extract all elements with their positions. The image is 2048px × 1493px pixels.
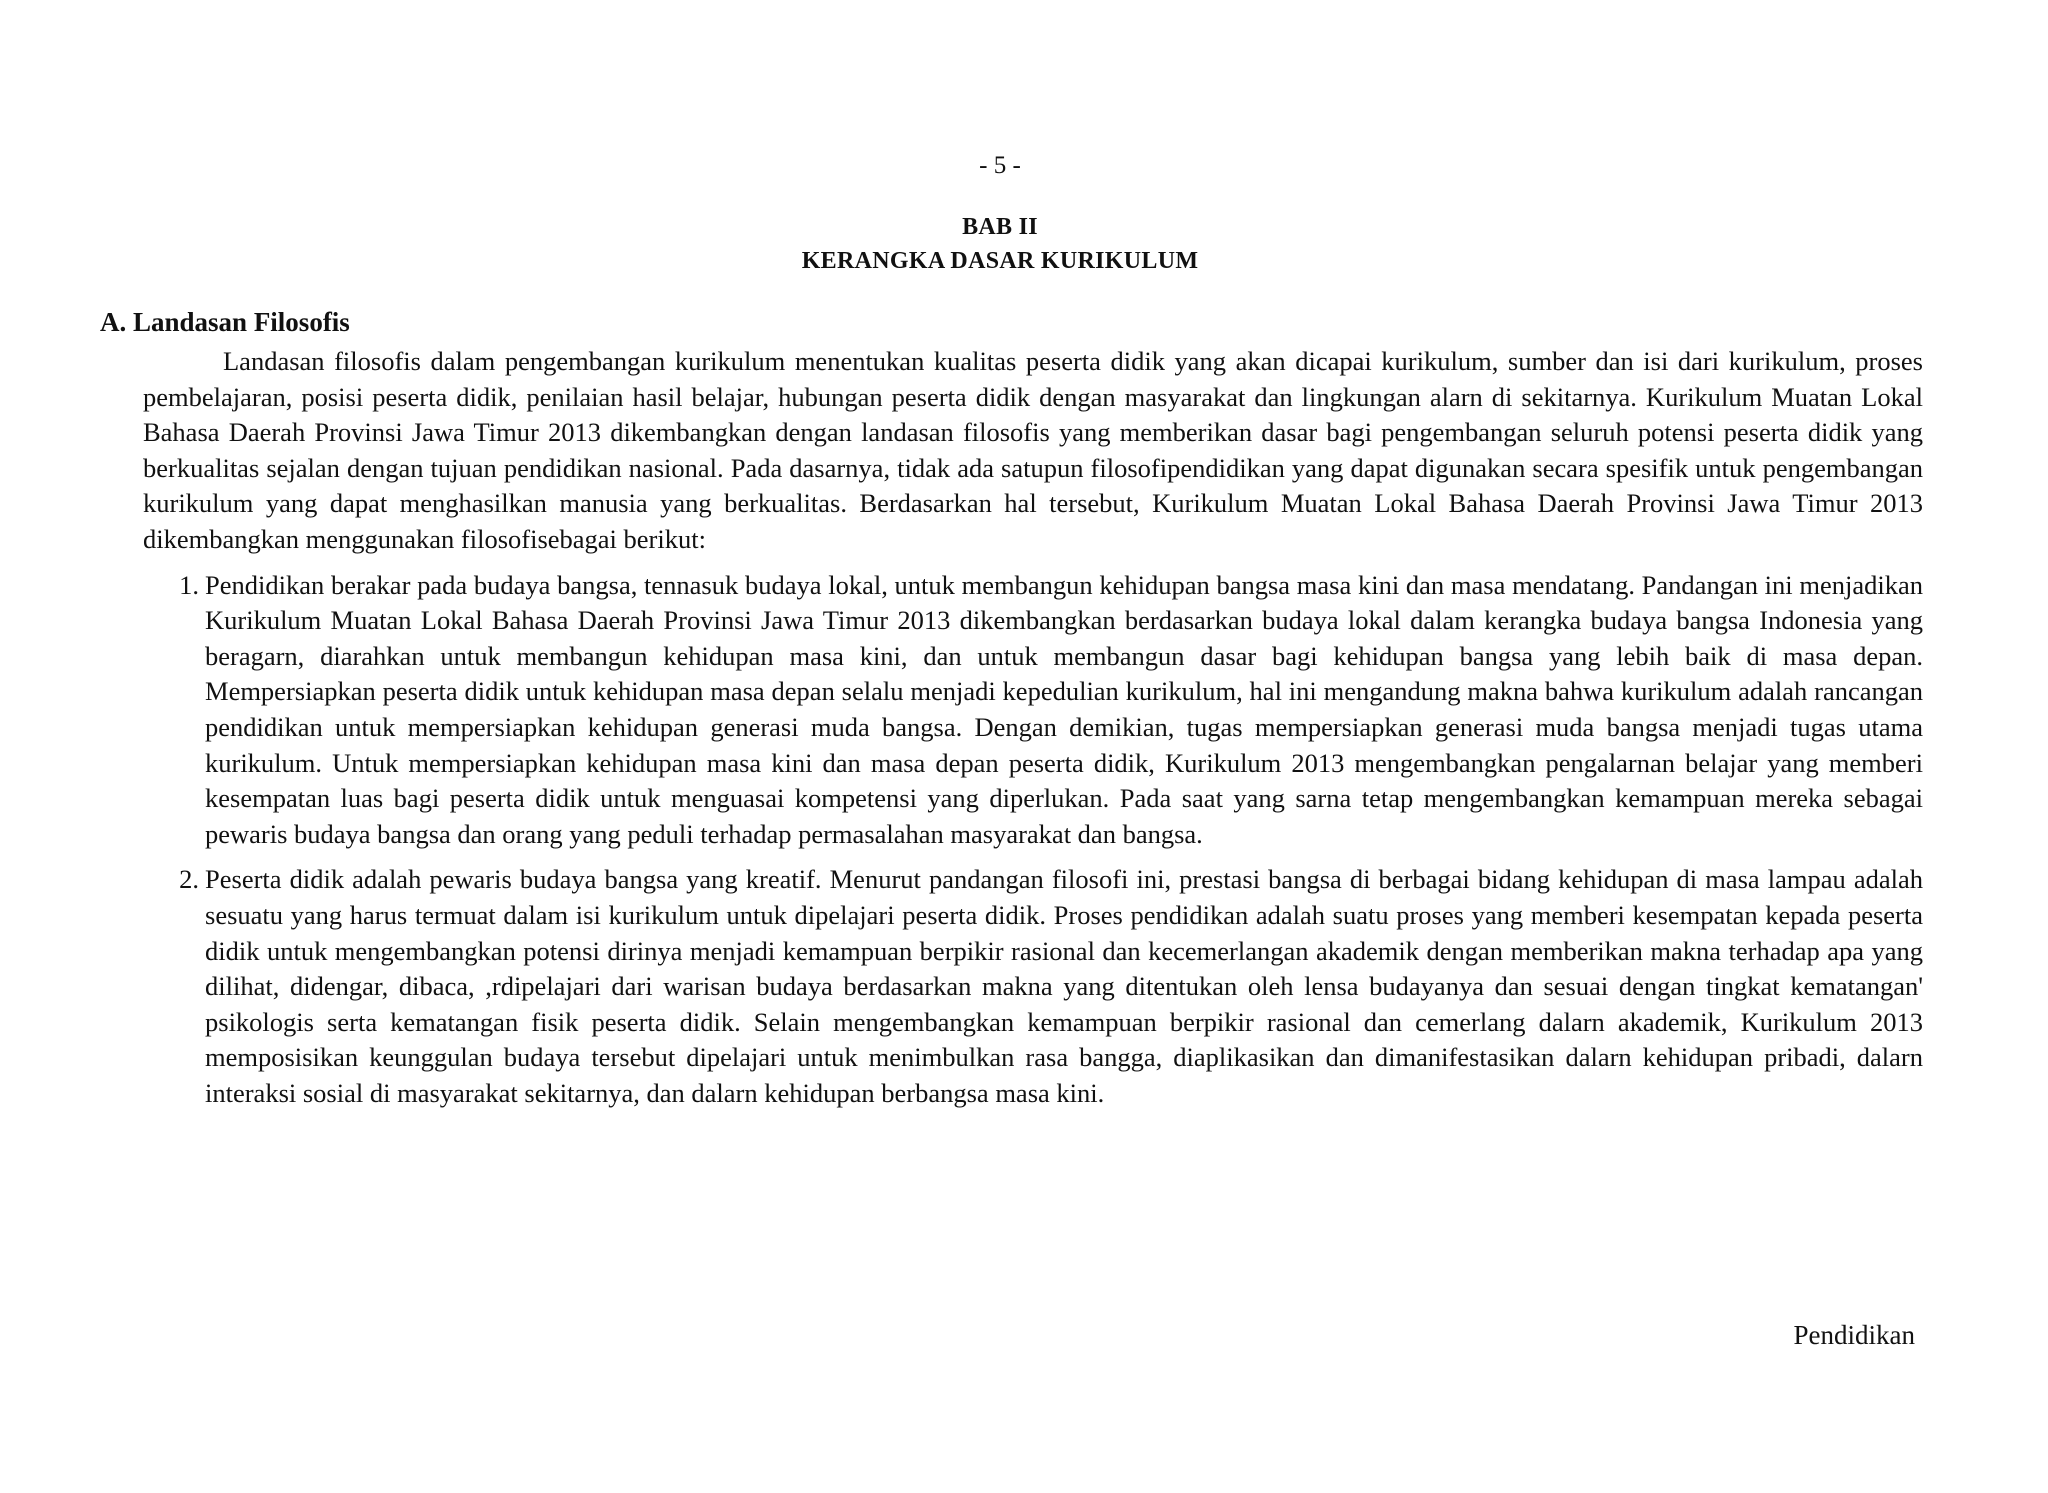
chapter-header [0, 210, 2000, 278]
intro-paragraph: Landasan filosofis dalam pengembangan kurikulum menentukan kualitas peserta didik yang akan dicapai kurikulum, sumber dan isi dari kurikulum, proses pembelajaran, posisi peserta didik, penilaian hasil belajar, hubungan peserta didik dengan masyarakat dan lingkungan alarn di sekitarnya. Kurikulum Muatan Lokal Bahasa Daerah Provinsi Jawa Timur 2013 dikembangkan dengan landasan filosofis yang memberikan dasar bagi pengembangan seluruh potensi peserta didik yang berkualitas sejalan dengan tujuan pendidikan nasional. Pada dasarnya, tidak ada satupun filosofipendidikan yang dapat digunakan secara spesifik untuk pengembangan kurikulum yang dapat menghasilkan manusia yang berkualitas. Berdasarkan hal tersebut, Kurikulum Muatan Lokal Bahasa Daerah Provinsi Jawa Timur 2013 dikembangkan menggunakan filosofisebagai berikut: [143, 346, 1923, 554]
list-item-number: 1. [179, 569, 199, 600]
list-item-text: Peserta didik adalah pewaris budaya bangsa yang kreatif. Menurut pandangan filosofi ini, prestasi bangsa di berbagai bidang kehidupan di masa lampau adalah sesuatu yang harus termuat dalam isi kurikulum untuk dipelajari peserta didik. Proses pendidikan adalah suatu proses yang memberi kesempatan kepada peserta didik untuk mengembangkan potensi dirinya menjadi kemampuan berpikir rasional dan kecemerlangan akademik dengan memberikan makna terhadap apa yang dilihat, didengar, dibaca, ,rdipelajari dari warisan budaya berdasarkan makna yang ditentukan oleh lensa budayanya dan sesuai dengan tingkat kematangan' psikologis serta kematangan fisik peserta didik. Selain mengembangkan kemampuan berpikir rasional dan cemerlang dalarn akademik, Kurikulum 2013 memposisikan keunggulan budaya tersebut dipelajari untuk menimbulkan rasa bangga, diaplikasikan dan dimanifestasikan dalarn kehidupan pribadi, dalarn interaksi sosial di masyarakat sekitarnya, dan dalarn kehidupan berbangsa masa kini. [205, 864, 1923, 1108]
section-body [143, 344, 1923, 1121]
catchword: Pendidikan [1793, 1320, 1915, 1350]
chapter-title: KERANGKA DASAR KURIKULUM [801, 248, 1199, 274]
list-item [179, 862, 1923, 1111]
list-item-number: 2. [179, 864, 199, 895]
chapter-label: BAB II [962, 214, 1038, 240]
list-item-text: Pendidikan berakar pada budaya bangsa, tennasuk budaya lokal, untuk membangun kehidupan bangsa masa kini dan masa mendatang. Pandangan ini menjadikan Kurikulum Muatan Lokal Bahasa Daerah Provinsi Jawa Timur 2013 dikembangkan berdasarkan budaya lokal dalam kerangka budaya bangsa Indonesia yang beragarn, diarahkan untuk membangun kehidupan masa kini, dan untuk membangun dasar bagi kehidupan bangsa yang lebih baik di masa depan. Mempersiapkan peserta didik untuk kehidupan masa depan selalu menjadi kepedulian kurikulum, hal ini mengandung makna bahwa kurikulum adalah rancangan pendidikan untuk mempersiapkan kehidupan generasi muda bangsa. Dengan demikian, tugas mempersiapkan generasi muda bangsa menjadi tugas utama kurikulum. Untuk mempersiapkan kehidupan masa kini dan masa depan peserta didik, Kurikulum 2013 mengembangkan pengalarnan belajar yang memberi kesempatan luas bagi peserta didik untuk menguasai kompetensi yang diperlukan. Pada saat yang sarna tetap mengembangkan kemampuan mereka sebagai pewaris budaya bangsa dan orang yang peduli terhadap permasalahan masyarakat dan bangsa. [205, 569, 1923, 849]
philosophy-list [143, 568, 1923, 1112]
page-number: - 5 - [979, 152, 1021, 179]
list-item [179, 568, 1923, 853]
section-heading: A. Landasan Filosofis [100, 307, 350, 337]
